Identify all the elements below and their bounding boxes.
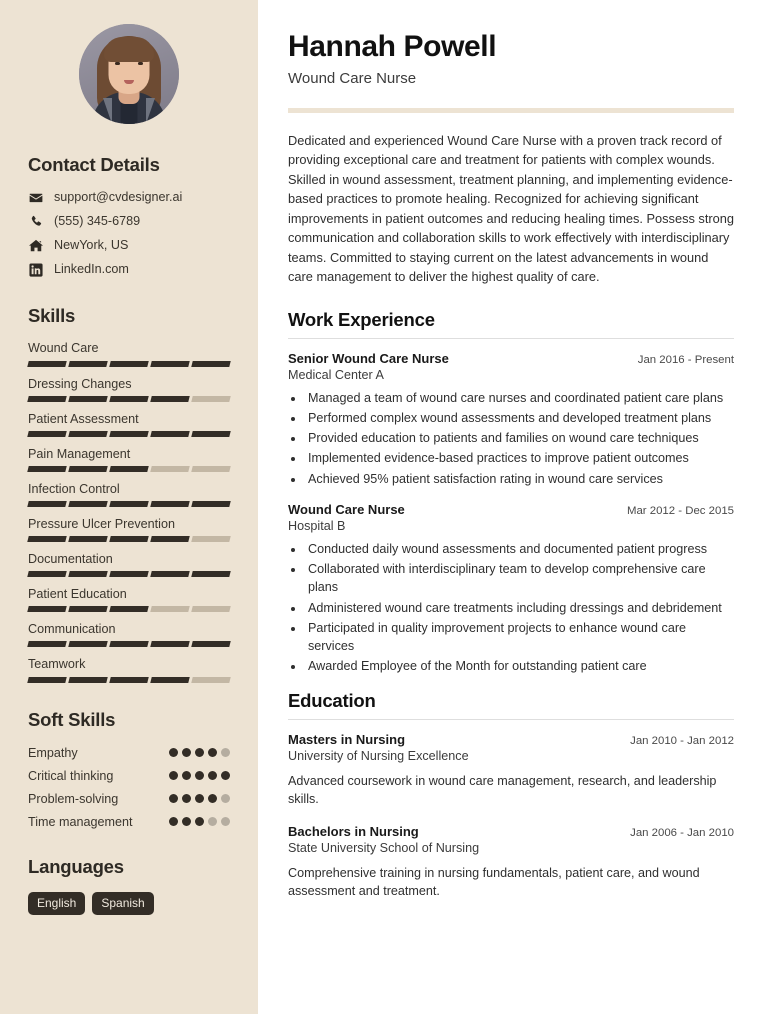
- skill-segment: [191, 641, 230, 647]
- rating-dot: [221, 817, 230, 826]
- skills-list: [28, 341, 230, 682]
- soft-skill-rating: [169, 791, 230, 803]
- skill-segment: [191, 396, 230, 402]
- rating-dot: [182, 771, 191, 780]
- soft-skill-rating: [169, 768, 230, 780]
- rating-dot: [221, 794, 230, 803]
- skill-segment: [27, 536, 66, 542]
- education-school: University of Nursing Excellence: [288, 748, 469, 763]
- skill-segment: [191, 431, 230, 437]
- skill-level-bar: [28, 431, 230, 437]
- education-school: State University School of Nursing: [288, 841, 480, 855]
- skill-segment: [68, 466, 107, 472]
- work-role: Wound Care Nurse: [288, 501, 405, 517]
- education-entry: [288, 824, 734, 901]
- skill-item: [28, 482, 230, 507]
- skill-label: Documentation: [28, 552, 113, 567]
- rating-dot: [169, 748, 178, 757]
- rating-dot: [195, 771, 204, 780]
- work-experience-list: [288, 351, 734, 676]
- work-organization: Medical Center A: [288, 367, 384, 382]
- main-column: [258, 0, 768, 1014]
- rating-dot: [169, 771, 178, 780]
- skill-level-bar: [28, 571, 230, 577]
- skill-label: Teamwork: [28, 657, 86, 672]
- skill-segment: [109, 536, 148, 542]
- skill-item: [28, 622, 230, 647]
- skill-label: Wound Care: [28, 341, 99, 356]
- work-bullet: • Provided education to patients and families on wound care techniques: [305, 429, 734, 447]
- skill-segment: [191, 501, 230, 507]
- professional-summary: Dedicated and experienced Wound Care Nurse with a proven track record of providing exceptional care and treatment for patients with complex wounds. Skilled in wound assessment, treatment planning, and implementing evidence-based practices to promote healing. Recognized for achieving significant improvements in patient outcomes and reducing healing times. Possess strong communication and collaboration skills to work effectively with interdisciplinary teams. Committed to staying current on the latest advancements in wound care management to deliver the highest quality of care.: [288, 133, 734, 285]
- contact-item-linkedin[interactable]: [28, 262, 230, 277]
- skill-segment: [109, 431, 148, 437]
- skill-segment: [27, 501, 66, 507]
- rating-dot: [195, 794, 204, 803]
- contact-list: [28, 190, 230, 277]
- work-bullet: • Implemented evidence-based practices to improve patient outcomes: [305, 449, 734, 467]
- skill-segment: [191, 606, 230, 612]
- skill-level-bar: [28, 641, 230, 647]
- contact-phone-text: (555) 345-6789: [54, 214, 141, 229]
- skill-level-bar: [28, 396, 230, 402]
- skill-item: [28, 657, 230, 682]
- skill-label: Infection Control: [28, 481, 120, 496]
- work-bullet: • Managed a team of wound care nurses and coordinated patient care plans: [305, 389, 734, 407]
- work-bullet: • Achieved 95% patient satisfaction rating in wound care services: [305, 470, 734, 488]
- avatar: [79, 24, 179, 124]
- soft-skill-label: Critical thinking: [28, 768, 114, 783]
- education-entry-header: [288, 732, 734, 747]
- education-degree: Bachelors in Nursing: [288, 824, 419, 839]
- skill-segment: [68, 641, 107, 647]
- skill-segment: [150, 431, 189, 437]
- work-experience-section: [288, 309, 734, 676]
- avatar-eye-left: [115, 62, 120, 65]
- soft-skill-item: [28, 768, 230, 784]
- education-description: Comprehensive training in nursing fundamentals, patient care, and wound assessment and treatment.: [288, 866, 700, 899]
- skill-level-bar: [28, 501, 230, 507]
- skill-segment: [27, 606, 66, 612]
- rating-dot: [221, 771, 230, 780]
- skill-segment: [27, 641, 66, 647]
- language-tag: English: [28, 892, 85, 915]
- soft-skill-label: Problem-solving: [28, 791, 119, 806]
- education-section: [288, 690, 734, 901]
- skill-level-bar: [28, 677, 230, 683]
- soft-skill-label: Time management: [28, 814, 133, 829]
- skill-segment: [109, 606, 148, 612]
- skill-segment: [68, 677, 107, 683]
- rating-dot: [221, 748, 230, 757]
- work-entry: [288, 502, 734, 676]
- rating-dot: [182, 817, 191, 826]
- rating-dot: [195, 748, 204, 757]
- skill-segment: [191, 466, 230, 472]
- skill-segment: [191, 571, 230, 577]
- section-divider: [288, 719, 734, 720]
- skill-segment: [109, 396, 148, 402]
- rating-dot: [208, 771, 217, 780]
- skill-level-bar: [28, 466, 230, 472]
- skill-segment: [68, 571, 107, 577]
- envelope-icon: [28, 190, 43, 205]
- skill-segment: [68, 361, 107, 367]
- skill-segment: [150, 396, 189, 402]
- avatar-collar-left: [103, 98, 112, 124]
- avatar-collar-right: [146, 98, 155, 124]
- skill-segment: [27, 431, 66, 437]
- education-date-range: Jan 2010 - Jan 2012: [630, 734, 734, 747]
- skill-segment: [68, 606, 107, 612]
- work-entry: [288, 351, 734, 488]
- skill-segment: [109, 501, 148, 507]
- skill-segment: [150, 466, 189, 472]
- soft-skills-heading: Soft Skills: [28, 708, 116, 730]
- work-bullet: • Administered wound care treatments including dressings and debridement: [305, 599, 734, 617]
- skill-segment: [27, 571, 66, 577]
- skill-segment: [68, 431, 107, 437]
- rating-dot: [208, 748, 217, 757]
- soft-skill-item: [28, 745, 230, 761]
- skill-segment: [191, 677, 230, 683]
- rating-dot: [182, 794, 191, 803]
- work-bullet: • Participated in quality improvement projects to enhance wound care services: [305, 619, 734, 656]
- skill-segment: [150, 571, 189, 577]
- soft-skill-rating: [169, 745, 230, 757]
- skill-segment: [191, 536, 230, 542]
- work-entry-header: [288, 502, 734, 517]
- contact-linkedin-text: LinkedIn.com: [54, 262, 129, 277]
- section-divider: [288, 338, 734, 339]
- work-bullet-list: [305, 540, 734, 676]
- work-bullet: • Conducted daily wound assessments and documented patient progress: [305, 540, 734, 558]
- page-title: Hannah Powell: [288, 30, 497, 63]
- skill-segment: [109, 361, 148, 367]
- skill-segment: [109, 677, 148, 683]
- work-experience-heading: Work Experience: [288, 308, 435, 330]
- skill-label: Pain Management: [28, 446, 131, 461]
- skill-segment: [191, 361, 230, 367]
- job-title: Wound Care Nurse: [288, 70, 417, 87]
- work-date-range: Jan 2016 - Present: [637, 353, 734, 366]
- skill-item: [28, 377, 230, 402]
- rating-dot: [182, 748, 191, 757]
- soft-skill-item: [28, 814, 230, 830]
- skill-item: [28, 412, 230, 437]
- skill-item: [28, 517, 230, 542]
- skill-item: [28, 447, 230, 472]
- skill-item: [28, 552, 230, 577]
- education-date-range: Jan 2006 - Jan 2010: [630, 827, 734, 839]
- skill-segment: [150, 677, 189, 683]
- languages-heading: Languages: [28, 855, 124, 877]
- skills-heading: Skills: [28, 305, 76, 327]
- skill-segment: [150, 361, 189, 367]
- skill-segment: [27, 677, 66, 683]
- skill-segment: [27, 396, 66, 402]
- contact-email-text: support@cvdesigner.ai: [54, 190, 183, 204]
- soft-skills-list: [28, 745, 230, 830]
- skill-segment: [68, 536, 107, 542]
- soft-skill-rating: [169, 814, 230, 826]
- skill-label: Patient Assessment: [28, 411, 139, 426]
- avatar-wrapper: [28, 24, 230, 124]
- work-bullet: • Performed complex wound assessments and developed treatment plans: [305, 409, 734, 427]
- sidebar: [0, 0, 258, 1014]
- work-date-range: Mar 2012 - Dec 2015: [626, 504, 734, 517]
- contact-item-location[interactable]: [28, 238, 230, 253]
- skill-label: Communication: [28, 622, 116, 637]
- contact-location-text: NewYork, US: [54, 238, 129, 253]
- rating-dot: [169, 794, 178, 803]
- skill-label: Patient Education: [28, 587, 127, 602]
- work-organization: Hospital B: [288, 518, 346, 533]
- work-entry-header: [288, 351, 734, 366]
- skill-level-bar: [28, 536, 230, 542]
- rating-dot: [195, 817, 204, 826]
- skill-label: Dressing Changes: [28, 376, 132, 391]
- linkedin-icon: [28, 262, 43, 277]
- skill-segment: [68, 501, 107, 507]
- skill-segment: [150, 606, 189, 612]
- education-list: [288, 732, 734, 901]
- work-bullet-list: [305, 389, 734, 488]
- soft-skill-label: Empathy: [28, 745, 78, 760]
- skill-segment: [150, 641, 189, 647]
- education-heading: Education: [288, 689, 376, 711]
- skill-level-bar: [28, 361, 230, 367]
- work-bullet: • Collaborated with interdisciplinary team to develop comprehensive care plans: [305, 560, 734, 597]
- skill-segment: [27, 466, 66, 472]
- skill-segment: [68, 396, 107, 402]
- rating-dot: [208, 817, 217, 826]
- rating-dot: [169, 817, 178, 826]
- contact-item-email[interactable]: [28, 190, 230, 205]
- skill-segment: [109, 466, 148, 472]
- skill-segment: [109, 571, 148, 577]
- avatar-hair-front: [104, 37, 154, 62]
- skill-segment: [150, 536, 189, 542]
- education-entry: [288, 732, 734, 809]
- avatar-eye-right: [138, 62, 143, 65]
- skill-item: [28, 587, 230, 612]
- languages-list: [28, 892, 230, 915]
- work-role: Senior Wound Care Nurse: [288, 350, 449, 366]
- phone-icon: [28, 214, 43, 229]
- contact-details-heading: Contact Details: [28, 154, 160, 175]
- skill-segment: [109, 641, 148, 647]
- contact-item-phone[interactable]: [28, 214, 230, 229]
- education-degree: Masters in Nursing: [288, 731, 406, 747]
- education-description: Advanced coursework in wound care management, research, and leadership skills.: [288, 773, 717, 806]
- work-bullet: • Awarded Employee of the Month for outstanding patient care: [305, 657, 734, 675]
- home-icon: [28, 238, 43, 253]
- skill-item: [28, 341, 230, 366]
- skill-label: Pressure Ulcer Prevention: [28, 516, 175, 531]
- rating-dot: [208, 794, 217, 803]
- soft-skill-item: [28, 791, 230, 807]
- skill-level-bar: [28, 606, 230, 612]
- language-tag: Spanish: [92, 892, 153, 915]
- skill-segment: [27, 361, 66, 367]
- education-entry-header: [288, 824, 734, 839]
- skill-segment: [150, 501, 189, 507]
- accent-divider: [288, 108, 734, 113]
